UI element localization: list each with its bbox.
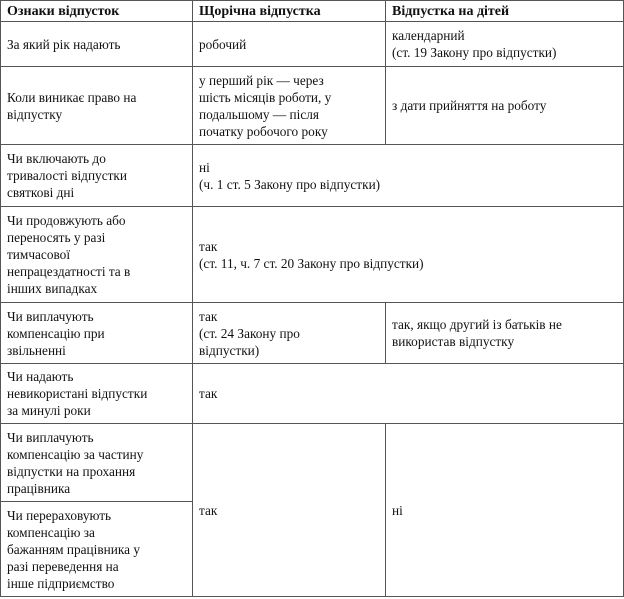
table-row bbox=[1, 424, 624, 502]
children-cell bbox=[386, 22, 624, 67]
cell-line: бажанням працівника у bbox=[7, 541, 140, 557]
header-criteria: Ознаки відпусток bbox=[1, 1, 193, 22]
cell-line: відпустку bbox=[7, 106, 63, 122]
cell-line: (ч. 1 ст. 5 Закону про відпустки) bbox=[199, 176, 381, 192]
cell-line: компенсацію при bbox=[7, 325, 105, 341]
table-row bbox=[1, 22, 624, 67]
cell-line: звільненні bbox=[7, 342, 66, 358]
cell-line: інших випадках bbox=[7, 281, 98, 296]
row-label bbox=[1, 364, 193, 424]
cell-line: невикористані відпустки bbox=[7, 386, 148, 401]
cell-line: тривалості відпустки bbox=[7, 168, 127, 183]
row-label bbox=[1, 22, 193, 67]
cell-line: разі переведення на bbox=[7, 558, 119, 574]
cell-line: за минулі роки bbox=[7, 403, 91, 418]
cell-line: Чи виплачують bbox=[7, 308, 94, 324]
cell-line: так, якщо другий із батьків не bbox=[392, 317, 562, 332]
cell-line: робочий bbox=[199, 36, 247, 52]
merged-cell bbox=[193, 145, 624, 207]
cell-line: ні bbox=[392, 502, 403, 518]
cell-line: працівника bbox=[7, 480, 71, 496]
table-row bbox=[1, 364, 624, 424]
merged-cell bbox=[193, 207, 624, 303]
row-label bbox=[1, 67, 193, 145]
cell-line: (ст. 11, ч. 7 ст. 20 Закону про відпустки) bbox=[199, 255, 424, 271]
row-label bbox=[1, 207, 193, 303]
cell-line: компенсацію за bbox=[7, 524, 95, 540]
cell-line: Чи перераховують bbox=[7, 507, 112, 523]
cell-line: Чи виплачують bbox=[7, 429, 94, 445]
row-label bbox=[1, 502, 193, 597]
table-row bbox=[1, 207, 624, 303]
cell-line: непрацездатності та в bbox=[7, 264, 131, 279]
cell-line: тимчасової bbox=[7, 247, 71, 262]
cell-line: відпустки на прохання bbox=[7, 463, 136, 479]
table-row bbox=[1, 303, 624, 364]
cell-line: Чи надають bbox=[7, 369, 74, 384]
cell-line: у перший рік — через bbox=[199, 72, 324, 88]
cell-line: переносять у разі bbox=[7, 230, 106, 245]
children-cell bbox=[386, 424, 624, 597]
children-cell bbox=[386, 303, 624, 364]
cell-line: так bbox=[199, 502, 218, 518]
cell-line: Коли виникає право на bbox=[7, 89, 137, 105]
merged-cell bbox=[193, 364, 624, 424]
cell-line: подальшому — після bbox=[199, 106, 319, 122]
cell-line: святкові дні bbox=[7, 185, 75, 200]
cell-line: (ст. 19 Закону про відпустки) bbox=[392, 45, 557, 60]
cell-line: з дати прийняття на роботу bbox=[392, 98, 547, 113]
cell-line: відпустки) bbox=[199, 342, 260, 358]
annual-cell bbox=[193, 424, 386, 597]
row-label bbox=[1, 145, 193, 207]
row-label bbox=[1, 424, 193, 502]
table-row bbox=[1, 67, 624, 145]
row-label bbox=[1, 303, 193, 364]
annual-cell bbox=[193, 303, 386, 364]
cell-line: так bbox=[199, 238, 218, 254]
table-row bbox=[1, 145, 624, 207]
cell-line: За який рік надають bbox=[7, 36, 121, 52]
header-annual-leave: Щорічна відпустка bbox=[193, 1, 386, 22]
children-cell bbox=[386, 67, 624, 145]
cell-line: так bbox=[199, 308, 218, 324]
cell-line: використав відпустку bbox=[392, 334, 515, 349]
cell-line: ні bbox=[199, 159, 210, 175]
cell-line: календарний bbox=[392, 28, 465, 43]
annual-cell bbox=[193, 67, 386, 145]
cell-line: інше підприємство bbox=[7, 575, 115, 591]
cell-line: Чи включають до bbox=[7, 151, 106, 166]
cell-line: шість місяців роботи, у bbox=[199, 89, 332, 105]
header-children-leave: Відпустка на дітей bbox=[386, 1, 624, 22]
cell-line: Чи продовжують або bbox=[7, 213, 126, 228]
cell-line: початку робочого року bbox=[199, 123, 328, 139]
cell-line: (ст. 24 Закону про bbox=[199, 325, 300, 341]
header-row bbox=[1, 1, 624, 22]
cell-line: так bbox=[199, 386, 218, 401]
cell-line: компенсацію за частину bbox=[7, 446, 144, 462]
annual-cell bbox=[193, 22, 386, 67]
